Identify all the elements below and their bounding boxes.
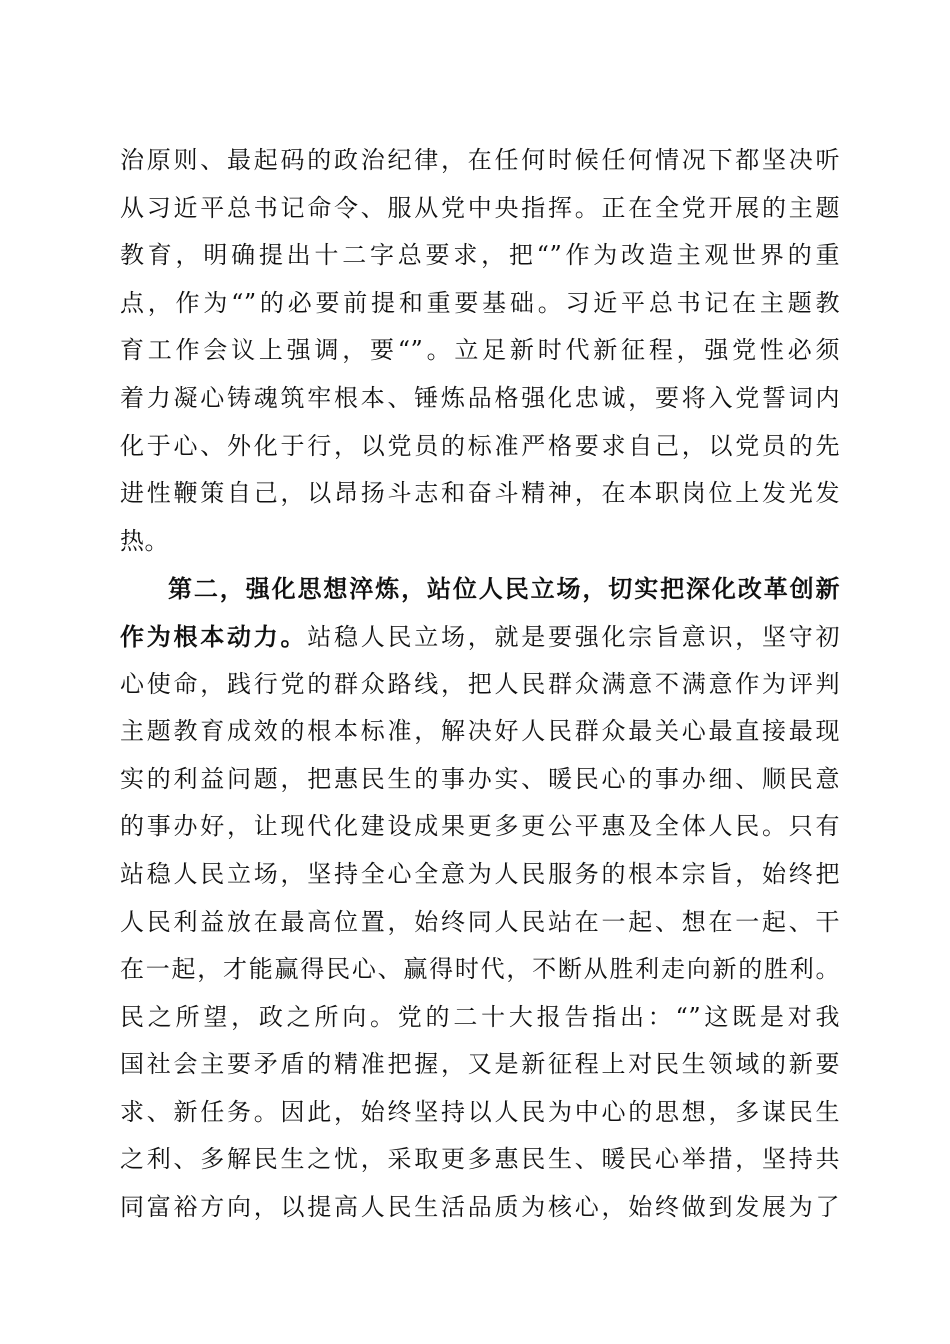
text-line: 人民利益放在最高位置，始终同人民站在一起、想在一起、干 — [120, 907, 840, 936]
text-line: 从习近平总书记命令、服从党中央指挥。正在全党开展的主题 — [120, 193, 840, 222]
text-line: 点，作为“”的必要前提和重要基础。习近平总书记在主题教 — [120, 288, 840, 317]
text-run: 站稳人民立场，就是要强化宗旨意识，坚守初 — [307, 622, 840, 651]
text-line: 教育，明确提出十二字总要求，把“”作为改造主观世界的重 — [120, 241, 840, 270]
text-line: 同富裕方向，以提高人民生活品质为核心，始终做到发展为了 — [120, 1193, 840, 1222]
text-line — [120, 613, 840, 661]
text-line: 实的利益问题，把惠民生的事办实、暖民心的事办细、顺民意 — [120, 764, 840, 793]
text-line: 主题教育成效的根本标准，解决好人民群众最关心最直接最现 — [120, 717, 840, 746]
text-line: 治原则、最起码的政治纪律，在任何时候任何情况下都坚决听 — [120, 146, 840, 174]
text-line: 之利、多解民生之忧，采取更多惠民生、暖民心举措，坚持共 — [120, 1145, 840, 1174]
text-line: 化于心、外化于行，以党员的标准严格要求自己，以党员的先 — [120, 431, 840, 460]
text-line: 在一起，才能赢得民心、赢得时代，不断从胜利走向新的胜利。 — [120, 955, 840, 984]
text-line: 心使命，践行党的群众路线，把人民群众满意不满意作为评判 — [120, 669, 840, 698]
text-line: 进性鞭策自己，以昂扬斗志和奋斗精神，在本职岗位上发光发 — [120, 479, 840, 508]
text-line: 民之所望，政之所向。党的二十大报告指出：“”这既是对我 — [120, 1002, 840, 1031]
paragraph-heading-tail: 作为根本动力。 — [120, 621, 308, 651]
paragraph-heading-line: 第二，强化思想淬炼，站位人民立场，切实把深化改革创新 — [168, 574, 840, 604]
text-line: 热。 — [120, 526, 169, 555]
text-line: 的事办好，让现代化建设成果更多更公平惠及全体人民。只有 — [120, 812, 840, 841]
text-line: 求、新任务。因此，始终坚持以人民为中心的思想，多谋民生 — [120, 1097, 840, 1126]
text-line: 站稳人民立场，坚持全心全意为人民服务的根本宗旨，始终把 — [120, 859, 840, 888]
body-text — [120, 137, 840, 1232]
text-line: 着力凝心铸魂筑牢根本、锤炼品格强化忠诚，要将入党誓词内 — [120, 383, 840, 412]
text-line: 国社会主要矛盾的精准把握，又是新征程上对民生领域的新要 — [120, 1050, 840, 1079]
text-line: 育工作会议上强调，要“”。立足新时代新征程，强党性必须 — [120, 336, 840, 365]
